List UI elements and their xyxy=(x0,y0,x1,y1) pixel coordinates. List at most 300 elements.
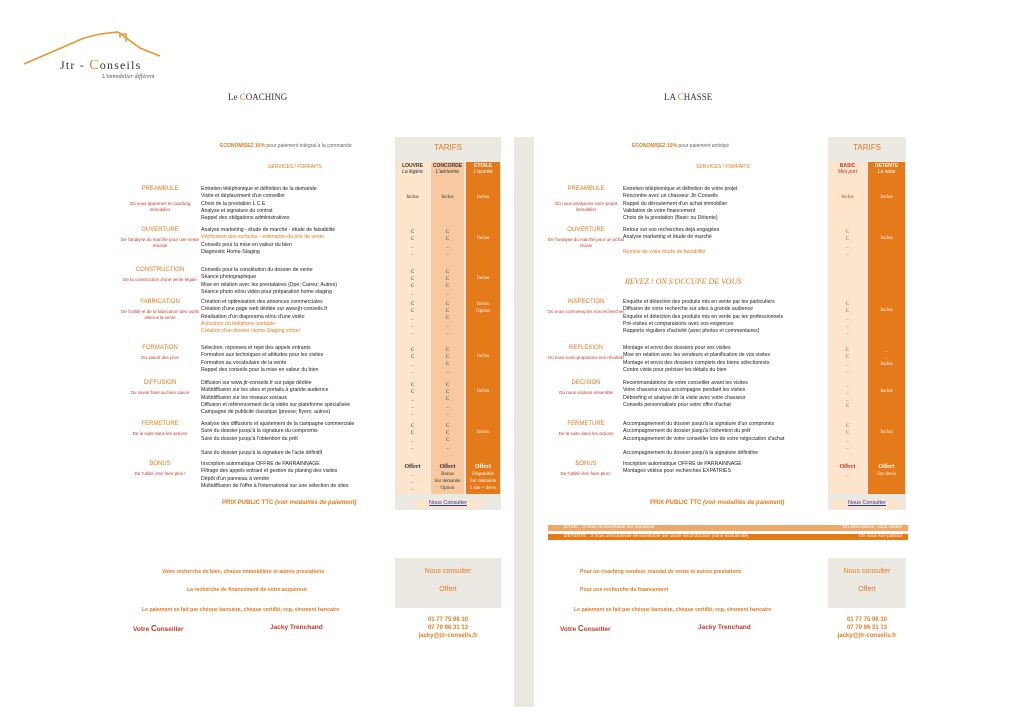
left-c2-value: _ xyxy=(446,404,449,409)
service-line: Multidiffusion sur les réseaux sociaux xyxy=(201,394,287,401)
left-c1-value: _ xyxy=(411,244,414,249)
left-c1-value: _ xyxy=(411,291,414,296)
left-c3-value: Inclus xyxy=(476,276,490,281)
right-c1-value: _ xyxy=(846,390,849,395)
left-c1-value: _ xyxy=(411,316,414,321)
right-section-items xyxy=(623,421,813,457)
left-c1-value: _ xyxy=(411,472,414,478)
left-c3-value: Inclus xyxy=(476,389,490,394)
left-c3-value: Disponible xyxy=(472,472,494,478)
right-services-header: SERVICES / FORFAITS xyxy=(696,164,750,170)
left-contact-block: 01 77 75 96 10 07 70 96 31 13 jacky@jtr-conseils.fr xyxy=(413,616,483,640)
right-c1-value: _ xyxy=(846,445,849,450)
service-line: Analyse des diffusions et ajustement de la campagne commerciale xyxy=(201,421,355,427)
left-c3-cell xyxy=(466,353,500,360)
left-c2-value: C xyxy=(445,270,450,275)
right-c1-value: _ xyxy=(846,369,849,374)
left-c1-value: C xyxy=(410,431,415,436)
left-section-title: FORMATION xyxy=(142,345,178,351)
left-c2-value: _ xyxy=(446,445,449,450)
left-c1-value: C xyxy=(410,270,415,275)
right-c1-value: C xyxy=(845,404,850,409)
right-c2-value: Inclus xyxy=(880,308,893,313)
left-c3-value: Option xyxy=(476,309,490,314)
left-c3-cell xyxy=(466,275,500,282)
left-c2-value: C xyxy=(445,362,450,367)
left-tarifs-label: TARIFS xyxy=(413,141,483,155)
right-c1-cell xyxy=(829,463,866,478)
service-line: Choix de la prestation (Basic ou Détente) xyxy=(623,215,718,222)
left-c1-value: C xyxy=(410,383,415,388)
right-email-link[interactable]: jacky@jtr-conseils.fr xyxy=(837,633,897,640)
right-contact-block: 01 77 75 96 10 07 70 96 31 13 jacky@jtr-conseils.fr xyxy=(832,616,902,640)
left-c2-value: C xyxy=(445,302,450,307)
service-line: Création et optimisation des annonces commerciales xyxy=(201,299,323,305)
right-advisor-name: Jacky Trenchand xyxy=(698,624,751,631)
left-bottom-label-1: Votre recherche de bien, chasse immobilière et autres prestations xyxy=(162,569,325,575)
service-line: Montage et envoi des dossiers pour vos visites xyxy=(623,345,731,351)
service-line: Rencontre avec un chasseur Jtr-Conseils xyxy=(623,193,718,200)
left-section-title: BONUS xyxy=(149,461,171,467)
left-c2-value: _ xyxy=(446,330,449,335)
left-c2-cell xyxy=(431,463,464,492)
right-c2-cell xyxy=(868,307,905,314)
right-c2-cell xyxy=(868,463,905,478)
right-section-subtitle: Où nous vous proposons nos résultats xyxy=(547,355,625,360)
service-line xyxy=(623,242,813,249)
right-c1-value: C xyxy=(845,431,850,436)
left-email-link[interactable]: jacky@jtr-conseils.fr xyxy=(418,633,478,640)
left-section-subtitle: De l'utilité et de la fabrication des outils utiles à la vente xyxy=(121,309,199,321)
right-c2-value: Inclus xyxy=(880,430,893,435)
left-section-title: PREAMBULE xyxy=(141,186,179,192)
left-c3-value: 1 site + devis xyxy=(469,486,497,492)
left-c2-value: Sur demande xyxy=(434,479,461,485)
left-section-items xyxy=(201,299,391,335)
service-line: Rappel du déroulement d'un achat immobilier xyxy=(623,200,728,207)
left-c2-value: _ xyxy=(446,323,449,328)
left-c2-value: C xyxy=(445,431,450,436)
revez-slogan: REVEZ ! ON S'OCCUPE DE VOUS xyxy=(625,277,742,286)
right-c2-cell xyxy=(868,429,905,436)
left-c2-value: C xyxy=(445,237,450,242)
right-c1-value: Offert xyxy=(839,464,856,470)
left-c2-value: Inclus xyxy=(441,195,454,200)
left-economy-note: ECONOMISEZ 10% pour paiement intégral à la commande xyxy=(220,143,352,149)
service-line: Conseils personnalisés pour votre offre d'achat xyxy=(623,401,731,408)
service-line: Suivi du dossier jusqu'à la signature de l'acte définitif xyxy=(201,450,323,457)
service-line: Diffusion et référencement de la vidéo sur plateforme spécialisée xyxy=(201,401,350,408)
left-section-title: FABRICATION xyxy=(140,299,180,305)
right-c2-value: Offert xyxy=(878,464,895,470)
left-section-items xyxy=(201,380,391,416)
column-header-etoile: ETOILE L'azurée xyxy=(473,163,493,175)
right-c1-value: _ xyxy=(846,330,849,335)
left-c1-value: _ xyxy=(411,411,414,416)
service-line: Enquête et détection des produits mis en vente par les particuliers xyxy=(623,299,775,305)
left-c1-value: C xyxy=(410,355,415,360)
right-section-items xyxy=(623,345,813,374)
right-bottom-label-1: Pour un coaching vendeur, mandat de vente et autres prestations xyxy=(580,569,742,575)
left-c1-cell xyxy=(396,423,429,451)
left-section-items xyxy=(201,461,391,490)
right-c2-value: Inclus xyxy=(880,236,893,241)
service-line: Rapports réguliers d'activité (avec photos et commentaires) xyxy=(623,328,760,335)
service-line: Séance photographique xyxy=(201,274,257,281)
service-line: Mise en relation avec les vendeurs et planification de vos visites xyxy=(623,352,771,359)
left-c3-cell xyxy=(466,194,500,201)
left-c1-value: _ xyxy=(411,362,414,367)
right-c1-value: _ xyxy=(846,362,849,367)
service-line: Retour sur vos recherches déjà engagées xyxy=(623,227,720,233)
service-line: Suivi du dossier jusqu'à la signature du compromis xyxy=(201,428,318,435)
service-line: Analyse marketing et étude de marché xyxy=(623,234,712,241)
right-section-title: PREAMBULE xyxy=(567,186,605,192)
left-c1-value: C xyxy=(410,309,415,314)
left-c3-value: Offert xyxy=(475,464,491,470)
right-c1-cell xyxy=(829,347,866,375)
service-line: Montages vidéos pour recherches EXPATRIES xyxy=(623,468,731,475)
left-c1-value: C xyxy=(410,348,415,353)
left-bottom-value-1: Nous consulter xyxy=(413,564,483,580)
right-c2-value: Sur devis xyxy=(877,472,896,478)
left-c1-value: _ xyxy=(411,369,414,374)
service-line xyxy=(623,443,813,450)
right-section-title: DECISION xyxy=(571,380,601,386)
right-section-subtitle: De la suite dans les actions xyxy=(558,431,614,436)
left-c1-value: _ xyxy=(411,404,414,409)
left-c2-cell xyxy=(431,229,464,257)
service-line: Diagnostic Home-Staging xyxy=(201,248,260,255)
right-section-items xyxy=(623,227,813,256)
right-bottom-value-2: Offert xyxy=(832,582,902,598)
basic-duration-band: BASIC : 3 mois renouvelable sur demande On sélectionne, vous visitez xyxy=(548,525,908,531)
right-section-subtitle: Où nous visitons ensemble xyxy=(558,390,614,395)
left-c1-cell xyxy=(396,463,429,492)
right-c2-cell xyxy=(868,194,905,201)
right-c2-value: _ xyxy=(885,355,888,360)
right-c2-value: Inclus xyxy=(880,362,893,367)
chasse-title: LA CHASSE xyxy=(664,92,713,102)
left-c2-cell xyxy=(431,347,464,375)
left-c3-value: Inclus xyxy=(476,354,490,359)
right-c1-value: C xyxy=(845,237,850,242)
right-c1-value: _ xyxy=(846,383,849,388)
service-line: Création d'une page web dédiée sur www.jtr-conseils.fr xyxy=(201,306,328,313)
service-line: Diffusion sur www.jtr-conseils.fr sur page dédiée xyxy=(201,380,312,386)
left-bottom-label-2: La recherche de financement de votre acquéreur xyxy=(187,587,307,593)
left-c3-value: Sur demande xyxy=(469,479,497,485)
service-line: Débriefing et analyse de la visite avec votre chasseur xyxy=(623,394,746,401)
right-c1-cell xyxy=(829,423,866,451)
left-c1-value: _ xyxy=(411,323,414,328)
left-advisor-name: Jacky Trenchand xyxy=(270,624,323,631)
left-c1-value: Offert xyxy=(404,464,421,470)
service-line: Rappel des conseils pour la mise en valeur du bien xyxy=(201,366,319,373)
left-c1-value: C xyxy=(410,284,415,289)
left-c2-value: C xyxy=(445,316,450,321)
service-line: Montage et envoi des dossiers complets des biens sélectionnés xyxy=(623,359,770,366)
left-c3-value: Inclus xyxy=(476,430,490,435)
right-c1-value: C xyxy=(845,424,850,429)
company-logo xyxy=(22,30,182,85)
left-c3-cell xyxy=(466,235,500,242)
service-line: Filtrage des appels entrant et gestion du planing des visites xyxy=(201,468,338,475)
left-c2-cell xyxy=(431,423,464,451)
service-line: Votre chasseur vous accompagne pendant les visites xyxy=(623,387,746,394)
left-section-subtitle: De l'utilité d'en faire plus ! xyxy=(134,471,186,476)
left-c2-value: C xyxy=(445,424,450,429)
left-c2-value: C xyxy=(445,383,450,388)
service-line: Accompagnement de votre conseiller lors de votre négociation d'achat xyxy=(623,435,785,442)
right-section-items xyxy=(623,380,813,409)
left-c2-value: _ xyxy=(446,251,449,256)
right-payment-note: Le paiement se fait par chèque bancaire, chèque certifié, ccp, virement bancaire xyxy=(574,607,772,613)
column-header-louvre: LOUVRE La légère xyxy=(402,163,423,175)
left-prix-public: PRIX PUBLIC TTC (voir modalités de paiement) xyxy=(222,500,357,506)
left-c1-value: _ xyxy=(411,330,414,335)
center-divider xyxy=(514,137,534,707)
left-c2-value: C xyxy=(445,438,450,443)
service-line: Séance photo et/ou vidéo pour préparation home staging xyxy=(201,288,332,295)
coaching-title: Le COACHING xyxy=(228,92,288,102)
right-c1-value: _ xyxy=(846,397,849,402)
service-line: Visite et déplacement d'un conseiller xyxy=(201,193,285,200)
left-section-items xyxy=(201,227,391,256)
right-economy-note: ECONOMISEZ 10% pour paiement anticipé xyxy=(632,143,729,149)
right-c1-value: _ xyxy=(846,323,849,328)
column-header-concorde: CONCORDE L'aérienne xyxy=(432,163,463,175)
right-c1-value: _ xyxy=(846,472,849,478)
left-c1-value: _ xyxy=(411,445,414,450)
detente-duration-band: DETENTE : 3 mois d'exclusivité renouvelable par tacite reconduction (sans exclusivité) On vous suit partout xyxy=(548,534,908,540)
right-c1-value: C xyxy=(845,302,850,307)
left-c2-value: _ xyxy=(446,244,449,249)
right-section-title: OUVERTURE xyxy=(567,227,605,233)
detente-column xyxy=(868,162,905,494)
service-line: Sélection, réponses et rejet des appels entrants xyxy=(201,345,311,351)
left-section-items xyxy=(201,421,391,457)
right-prix-public: PRIX PUBLIC TTC (voir modalités de paiement) xyxy=(650,500,785,506)
left-c2-value: C xyxy=(445,284,450,289)
service-line: Accompagnement du dossier jusqu'à la signature définitive xyxy=(623,450,759,457)
service-line: Entretien téléphonique et définition de votre projet xyxy=(623,186,738,192)
left-c2-value: C xyxy=(445,397,450,402)
left-c1-cell xyxy=(396,301,429,336)
left-c1-value: C xyxy=(410,277,415,282)
service-line: Accompagnement du dossier jusqu'à la signature d'un compromis xyxy=(623,421,775,427)
service-line: Conseils pour la mise en valeur du bien xyxy=(201,241,292,248)
left-c1-cell xyxy=(396,269,429,297)
left-section-subtitle: De la construction d'une vente légale xyxy=(123,277,197,282)
right-section-subtitle: De l'utilité d'en faire plus ! xyxy=(560,471,612,476)
left-c2-value: Offert xyxy=(439,464,456,470)
service-line: Choix de la prestation L C E xyxy=(201,200,266,207)
left-c2-value: C xyxy=(445,390,450,395)
left-c2-value: C xyxy=(445,309,450,314)
right-c1-value: C xyxy=(845,348,850,353)
right-section-title: REFLEXION xyxy=(568,345,603,351)
left-c2-value: _ xyxy=(446,291,449,296)
left-c1-value: C xyxy=(410,390,415,395)
service-line: Enquête et détection des produits mis en vente par les professionnels xyxy=(623,313,784,320)
service-line: Formation au vocabulaire de la vente xyxy=(201,359,287,366)
left-c2-value: C xyxy=(445,277,450,282)
service-line xyxy=(201,443,391,450)
left-c1-cell xyxy=(396,347,429,375)
right-c1-cell xyxy=(829,382,866,410)
service-line: Analyse marketing - étude de marché - étude de faisabilité xyxy=(201,227,336,233)
right-c2-value: _ xyxy=(885,348,888,353)
left-section-subtitle: Du savoir faire au faire savoir xyxy=(130,390,190,395)
service-line: Campagne de publicité classique (presse; flyers; autres) xyxy=(201,409,331,416)
service-line: Réalisation d'un diaporama et/ou d'une vidéo xyxy=(201,313,305,320)
left-section-items xyxy=(201,186,391,222)
right-section-subtitle: Où nous analysons votre projet immobilier xyxy=(554,201,618,213)
right-nous-consulter-link[interactable]: Nous Consulter xyxy=(832,500,902,508)
left-c3-cell xyxy=(466,301,500,315)
left-c2-value: C xyxy=(445,355,450,360)
left-c2-value: Option xyxy=(440,486,455,492)
brand-tagline: L'immobilier différent xyxy=(102,74,155,80)
service-line: Multidiffusion de l'offre à l'international sur une sélection de sites xyxy=(201,482,349,489)
service-line: Analyse et signature du contrat xyxy=(201,207,273,214)
right-section-title: FERMETURE xyxy=(567,421,605,427)
left-votre-conseiller: Votre Conseiller xyxy=(133,624,184,633)
service-line: Conseils pour la constitution du dossier de vente xyxy=(201,267,313,273)
right-c1-value: C xyxy=(845,230,850,235)
right-votre-conseiller: Votre Conseiller xyxy=(560,624,611,633)
right-tarifs-label: TARIFS xyxy=(832,141,902,155)
service-line: Dépôt d'un panneau à vendre xyxy=(201,475,270,482)
service-line: Inscription automatique OFFRE de PARRAINNAGE xyxy=(201,461,320,467)
service-line: Activation du téléphone portable xyxy=(201,320,276,327)
left-section-items xyxy=(201,267,391,296)
right-section-items xyxy=(623,461,813,476)
brand-name: Jtr - Conseils xyxy=(60,58,142,73)
left-c3-cell xyxy=(466,429,500,436)
left-c3-cell xyxy=(466,463,500,492)
service-line: Rappel des obligations administratives xyxy=(201,215,290,222)
service-line: Suivi du dossier jusqu'à l'obtention du prêt xyxy=(201,435,298,442)
left-bottom-value-2: Offert xyxy=(413,582,483,598)
left-c1-value: _ xyxy=(411,479,414,485)
left-c2-value: _ xyxy=(446,411,449,416)
service-line: Recommandations de votre conseiller avant les visites xyxy=(623,380,748,386)
right-c2-value: Inclus xyxy=(880,389,893,394)
right-c2-value: Inclus xyxy=(880,195,893,200)
service-line: Validation de votre financement xyxy=(623,207,696,214)
left-c1-value: _ xyxy=(411,486,414,492)
left-c2-value: C xyxy=(445,348,450,353)
left-section-subtitle: De l'analyse du marché pour une vente réussie xyxy=(120,237,200,249)
right-c2-cell xyxy=(868,388,905,395)
etoile-column xyxy=(466,162,500,494)
service-line: Création d'un dossier Home-Staging virtuel xyxy=(201,328,300,335)
left-c2-cell xyxy=(431,194,464,201)
right-c1-value: Inclus xyxy=(841,195,854,200)
service-line: Accompagnement du dossier jusqu'à l'obtention du prêt xyxy=(623,428,751,435)
left-c3-value: Inclus xyxy=(476,195,490,200)
left-services-header: SERVICES / FORFAITS xyxy=(268,164,322,170)
left-c1-value: _ xyxy=(411,438,414,443)
left-c1-value: C xyxy=(410,237,415,242)
service-line: Formation aux techniques et attitudes pour les visites xyxy=(201,352,324,359)
right-c1-value: _ xyxy=(846,244,849,249)
right-c1-value: C xyxy=(845,355,850,360)
column-header-basic: BASIC Mini port xyxy=(837,163,858,175)
left-c1-value: _ xyxy=(411,397,414,402)
left-c3-cell xyxy=(466,388,500,395)
left-payment-note: Le paiement se fait par chèque bancaire, chèque certifié, ccp, virement bancaire xyxy=(142,607,340,613)
service-line: Vérification des surfaces - estimation du prix de vente xyxy=(201,234,325,241)
right-section-items xyxy=(623,299,813,335)
right-c2-cell xyxy=(868,235,905,242)
right-section-title: INSPECTION xyxy=(567,299,605,305)
right-c2-cell xyxy=(868,347,905,368)
service-line: Diffusion de votre recherche sur sites à grande audience xyxy=(623,306,753,313)
right-c1-cell xyxy=(829,301,866,336)
left-c2-value: Bonus xyxy=(441,472,454,478)
service-line: Contre visite pour préciser les détails du bien xyxy=(623,366,727,373)
left-c1-value: C xyxy=(410,424,415,429)
left-section-title: CONSTRUCTION xyxy=(135,267,185,273)
right-section-subtitle: De l'analyse du marché pour un achat réussi xyxy=(548,237,624,249)
left-section-subtitle: Où vous apprenez le coaching immobilier xyxy=(129,201,191,213)
left-c1-value: C xyxy=(410,230,415,235)
right-section-subtitle: Où nous commençons nos recherches xyxy=(547,309,625,314)
left-c1-value: Inclus xyxy=(406,195,419,200)
left-c2-value: _ xyxy=(446,369,449,374)
left-c2-cell xyxy=(431,301,464,336)
left-section-subtitle: Du savoir des pros xyxy=(141,355,179,360)
service-line: Inscription automatique OFFRE de PARRAINNAGE xyxy=(623,461,742,467)
service-line: Mise en relation avec les prestataires (Dpe; Carrez; Autres) xyxy=(201,281,338,288)
left-c3-value: Inclus xyxy=(476,302,490,307)
left-section-title: FERMETURE xyxy=(141,421,179,427)
right-bottom-label-2: Pour une recherche de financement xyxy=(580,587,669,593)
right-c1-cell xyxy=(829,229,866,257)
right-c1-cell xyxy=(829,194,866,201)
right-c1-value: _ xyxy=(846,251,849,256)
right-c1-value: _ xyxy=(846,438,849,443)
left-section-title: DIFFUSION xyxy=(143,380,177,386)
right-section-items xyxy=(623,186,813,222)
right-c1-value: C xyxy=(845,309,850,314)
service-line: Entretien téléphonique et définition de la demande xyxy=(201,186,317,192)
left-c2-cell xyxy=(431,269,464,297)
right-c1-value: _ xyxy=(846,316,849,321)
left-c2-value: C xyxy=(445,230,450,235)
left-c3-value: Inclus xyxy=(476,236,490,241)
right-bottom-value-1: Nous consulter xyxy=(832,564,902,580)
left-nous-consulter-link[interactable]: Nous Consulter xyxy=(413,500,483,508)
left-c1-value: C xyxy=(410,302,415,307)
left-c1-cell xyxy=(396,194,429,201)
left-c1-cell xyxy=(396,229,429,257)
service-line: Pré-visites et comparaisons avec vos exigences xyxy=(623,320,734,327)
left-c2-cell xyxy=(431,382,464,417)
left-c1-value: _ xyxy=(411,251,414,256)
service-line: Remise de votre étude de faisabilité xyxy=(623,248,706,255)
service-line: Multidiffusion sur les sites et portails à grande audience xyxy=(201,387,329,394)
left-c1-cell xyxy=(396,382,429,417)
left-section-title: OUVERTURE xyxy=(141,227,179,233)
left-section-subtitle: De la suite dans les actions xyxy=(132,431,188,436)
left-section-items xyxy=(201,345,391,374)
column-header-detente: DETENTE La relax xyxy=(874,163,899,175)
right-section-title: BONUS xyxy=(575,461,597,467)
